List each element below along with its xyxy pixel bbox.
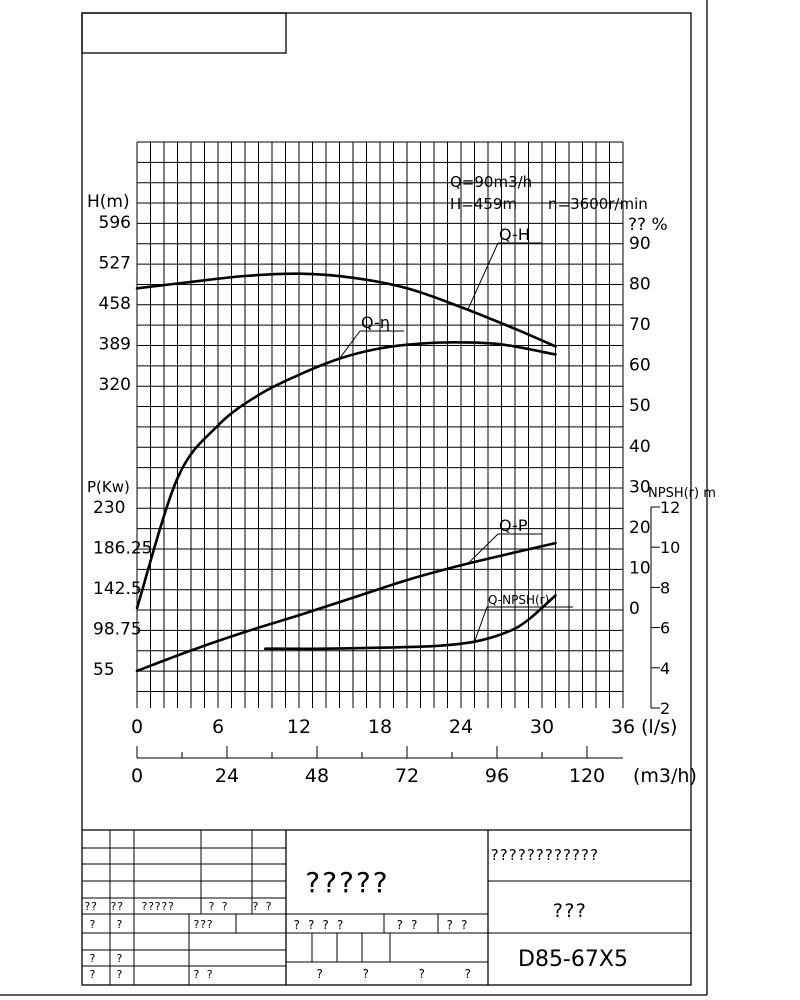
- rev-cell-b1: ?: [89, 918, 96, 931]
- flow-ls-axis-label: (l/s): [641, 716, 678, 738]
- q-npsh-label-leader: [475, 607, 488, 642]
- efficiency-tick-label: 40: [629, 436, 651, 457]
- flow-ls-tick-label: 0: [130, 716, 144, 738]
- flow-m3h-tick-label: 120: [568, 765, 606, 787]
- q-efficiency-curve: [137, 342, 556, 608]
- rev-cell-d1: ?: [89, 968, 96, 981]
- info-flow: Q=90m3/h: [450, 173, 533, 191]
- sig2-cell-4: ?: [464, 967, 472, 981]
- flow-ls-tick-label: 12: [286, 716, 312, 738]
- signature-table: [286, 830, 488, 985]
- drawing-frame: [82, 13, 691, 985]
- flow-m3h-axis-label: (m3/h): [633, 765, 697, 787]
- flow-m3h-tick-label: 96: [484, 765, 510, 787]
- rev-cell-d2: ?: [116, 968, 123, 981]
- sig-cell-1: ? ? ? ?: [293, 918, 344, 932]
- sig2-cell-2: ?: [362, 967, 370, 981]
- flow-ls-tick-label: 18: [367, 716, 393, 738]
- flow-m3h-tick-label: 0: [130, 765, 144, 787]
- rev-cell-d3: ? ?: [193, 968, 213, 981]
- q-h-label-leader: [468, 243, 498, 310]
- efficiency-tick-label: 50: [629, 396, 651, 417]
- head-tick-label: 596: [98, 213, 131, 233]
- rev-cell-a4: ? ?: [208, 900, 228, 913]
- info-speed: n=3600r/min: [548, 195, 648, 213]
- efficiency-tick-label: 80: [629, 274, 651, 295]
- title-block: [82, 830, 691, 985]
- head-tick-label: 389: [98, 334, 131, 355]
- top-left-title-box: [82, 13, 286, 53]
- rev-cell-a3: ?????: [141, 900, 175, 913]
- flow-m3h-tick-label: 72: [394, 765, 420, 787]
- flow-ls-tick-label: 24: [448, 716, 474, 738]
- center-title: ?????: [304, 866, 389, 899]
- sig2-cell-3: ?: [418, 967, 426, 981]
- q-power-label: Q-P: [499, 516, 528, 535]
- flow-m3h-axis: [131, 746, 623, 787]
- power-tick-label: 142.5: [93, 579, 142, 599]
- efficiency-tick-label: 0: [629, 599, 640, 619]
- head-tick-label: 527: [98, 253, 131, 274]
- flow-m3h-tick-label: 24: [214, 765, 240, 787]
- efficiency-tick-label: 20: [629, 517, 651, 538]
- flow-ls-tick-label: 6: [211, 716, 225, 738]
- npsh-tick-label: 8: [660, 578, 671, 598]
- head-tick-label: 458: [98, 294, 131, 314]
- company-block: [488, 881, 691, 933]
- rev-cell-c2: ?: [116, 952, 123, 965]
- efficiency-tick-label: 90: [629, 234, 651, 254]
- rev-cell-a1: ??: [84, 900, 98, 913]
- power-tick-label: 186.25: [93, 538, 153, 559]
- head-tick-label: 320: [98, 375, 131, 395]
- info-head: H=459m: [450, 195, 518, 213]
- efficiency-axis-label: ?? %: [628, 215, 668, 235]
- power-tick-label: 230: [93, 498, 126, 518]
- npsh-tick-label: 2: [660, 699, 671, 718]
- company-name: ????????????: [490, 846, 599, 864]
- efficiency-tick-labels: [629, 234, 651, 619]
- drawing-name: ???: [552, 900, 587, 922]
- sig-cell-2: ? ?: [396, 918, 418, 932]
- chart-grid: [137, 142, 623, 708]
- efficiency-tick-label: 70: [629, 315, 651, 336]
- npsh-tick-label: 4: [660, 658, 671, 678]
- efficiency-tick-label: 30: [629, 477, 651, 498]
- rev-cell-c1: ?: [89, 952, 96, 965]
- rev-cell-b2: ?: [116, 918, 123, 931]
- q-efficiency-label: Q-η: [361, 313, 390, 332]
- flow-ls-tick-label: 36: [610, 716, 636, 738]
- npsh-tick-label: 10: [660, 538, 681, 558]
- efficiency-tick-label: 10: [629, 558, 651, 579]
- npsh-axis-label: NPSH(r) m: [648, 486, 716, 501]
- head-tick-labels: [99, 213, 131, 395]
- npsh-tick-label: 6: [660, 618, 671, 638]
- q-npsh-label: Q-NPSH(r): [488, 593, 550, 607]
- power-tick-label: 55: [93, 660, 115, 680]
- npsh-tick-label: 12: [660, 498, 681, 517]
- sig-cell-3: ? ?: [446, 918, 468, 932]
- flow-ls-tick-labels: [131, 716, 635, 738]
- npsh-axis: [651, 498, 680, 718]
- flow-ls-tick-label: 30: [529, 716, 555, 738]
- rev-cell-b3: ???: [193, 918, 213, 931]
- flow-m3h-tick-label: 48: [304, 765, 330, 787]
- power-tick-label: 98.75: [93, 619, 142, 640]
- performance-curves: [137, 225, 573, 671]
- q-h-label: Q-H: [499, 225, 530, 244]
- efficiency-tick-label: 60: [629, 355, 651, 376]
- sig2-cell-1: ?: [316, 967, 324, 981]
- model-number: D85-67X5: [518, 947, 628, 972]
- head-axis-label: H(m): [87, 192, 130, 212]
- rev-cell-a2: ??: [110, 900, 124, 913]
- power-axis-label: P(Kw): [87, 478, 130, 496]
- rev-cell-a5: ? ?: [252, 900, 272, 913]
